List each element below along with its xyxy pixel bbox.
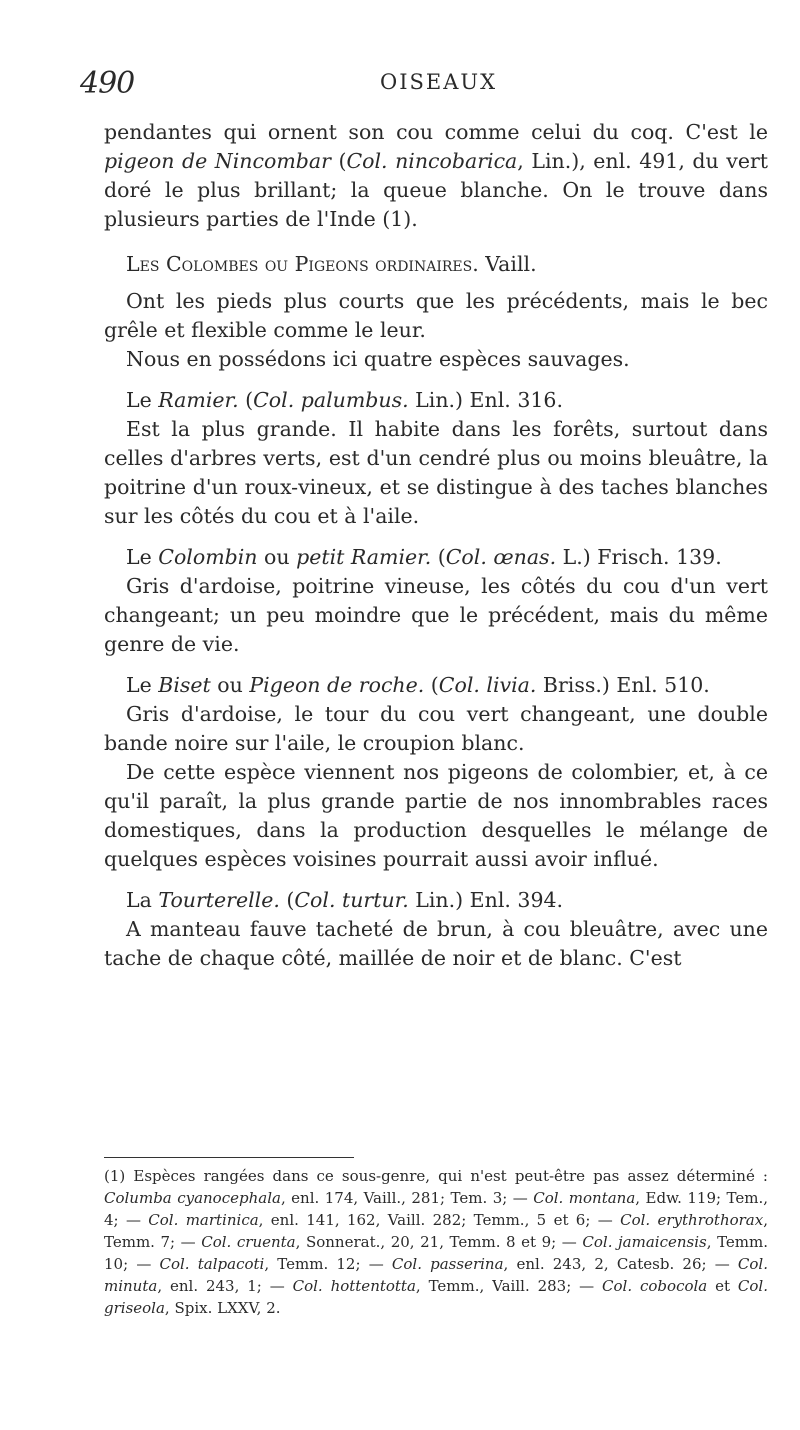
opening-paragraph: pendantes qui ornent son cou comme celui du coq. C'est le pigeon de Nincombar (Col. nincobarica, Lin.), enl. 491, du vert doré le plus brillant; la queue blanche. On le trouve dans plusieurs parties de l'Inde (1). [104, 120, 768, 231]
footnote-rule [104, 1157, 354, 1158]
page-header [80, 66, 770, 106]
species-name: pigeon de Nincombar [104, 149, 331, 173]
species-description: Gris d'ardoise, le tour du cou vert changeant, une double bande noire sur l'aile, le croupion blanc. [104, 702, 768, 755]
species-heading: La Tourterelle. (Col. turtur. Lin.) Enl. 394. [126, 888, 564, 912]
page-number: 490 [80, 66, 135, 101]
species-note: De cette espèce viennent nos pigeons de colombier, et, à ce qu'il paraît, la plus grande partie de nos innombrables races domestiques, dans la production desquelles le mélange de quelques espèces voisines pourrait aussi avoir influé. [104, 760, 768, 871]
species-heading: Le Ramier. (Col. palumbus. Lin.) Enl. 316. [126, 388, 563, 412]
main-text [104, 118, 768, 973]
species-description: Est la plus grande. Il habite dans les forêts, surtout dans celles d'arbres verts, est d'un cendré plus ou moins bleuâtre, la poitrine d'un roux-vineux, et se distingue à des taches blanches sur les côtés du cou et à l'aile. [104, 417, 768, 528]
section-intro: Ont les pieds plus courts que les précédents, mais le bec grêle et flexible comme le leur. [104, 289, 768, 342]
species-description: Gris d'ardoise, poitrine vineuse, les côtés du cou d'un vert changeant; un peu moindre que le précédent, mais du même genre de vie. [104, 574, 768, 656]
species-heading: Le Colombin ou petit Ramier. (Col. œnas. L.) Frisch. 139. [126, 545, 722, 569]
species-heading: Le Biset ou Pigeon de roche. (Col. livia. Briss.) Enl. 510. [126, 673, 710, 697]
section-intro-2: Nous en possédons ici quatre espèces sauvages. [126, 347, 630, 371]
species-description: A manteau fauve tacheté de brun, à cou bleuâtre, avec une tache de chaque côté, maillée de noir et de blanc. C'est [104, 917, 768, 970]
section-heading: Les Colombes ou Pigeons ordinaires. Vaill. [126, 252, 537, 276]
latin-name: Col. nincobarica [346, 149, 518, 173]
footnote: (1) Espèces rangées dans ce sous-genre, qui n'est peut-être pas assez déterminé : Columba cyanocephala, enl. 174, Vaill., 281; Tem. 3; — Col. montana, Edw. 119; Tem., 4; — Col. martinica, enl. 141, 162, Vaill. 282; Temm., 5 et 6; — Col. erythrothorax, Temm. 7; — Col. cruenta, Sonnerat., 20, 21, Temm. 8 et 9; — Col. jamaicensis, Temm. 10; — Col. talpacoti, Temm. 12; — Col. passerina, enl. 243, 2, Catesb. 26; — Col. minuta, enl. 243, 1; — Col. hottentotta, Temm., Vaill. 283; — Col. cobocola et Col. griseola, Spix. LXXV, 2. [104, 1167, 769, 1317]
running-title: OISEAUX [380, 70, 498, 94]
